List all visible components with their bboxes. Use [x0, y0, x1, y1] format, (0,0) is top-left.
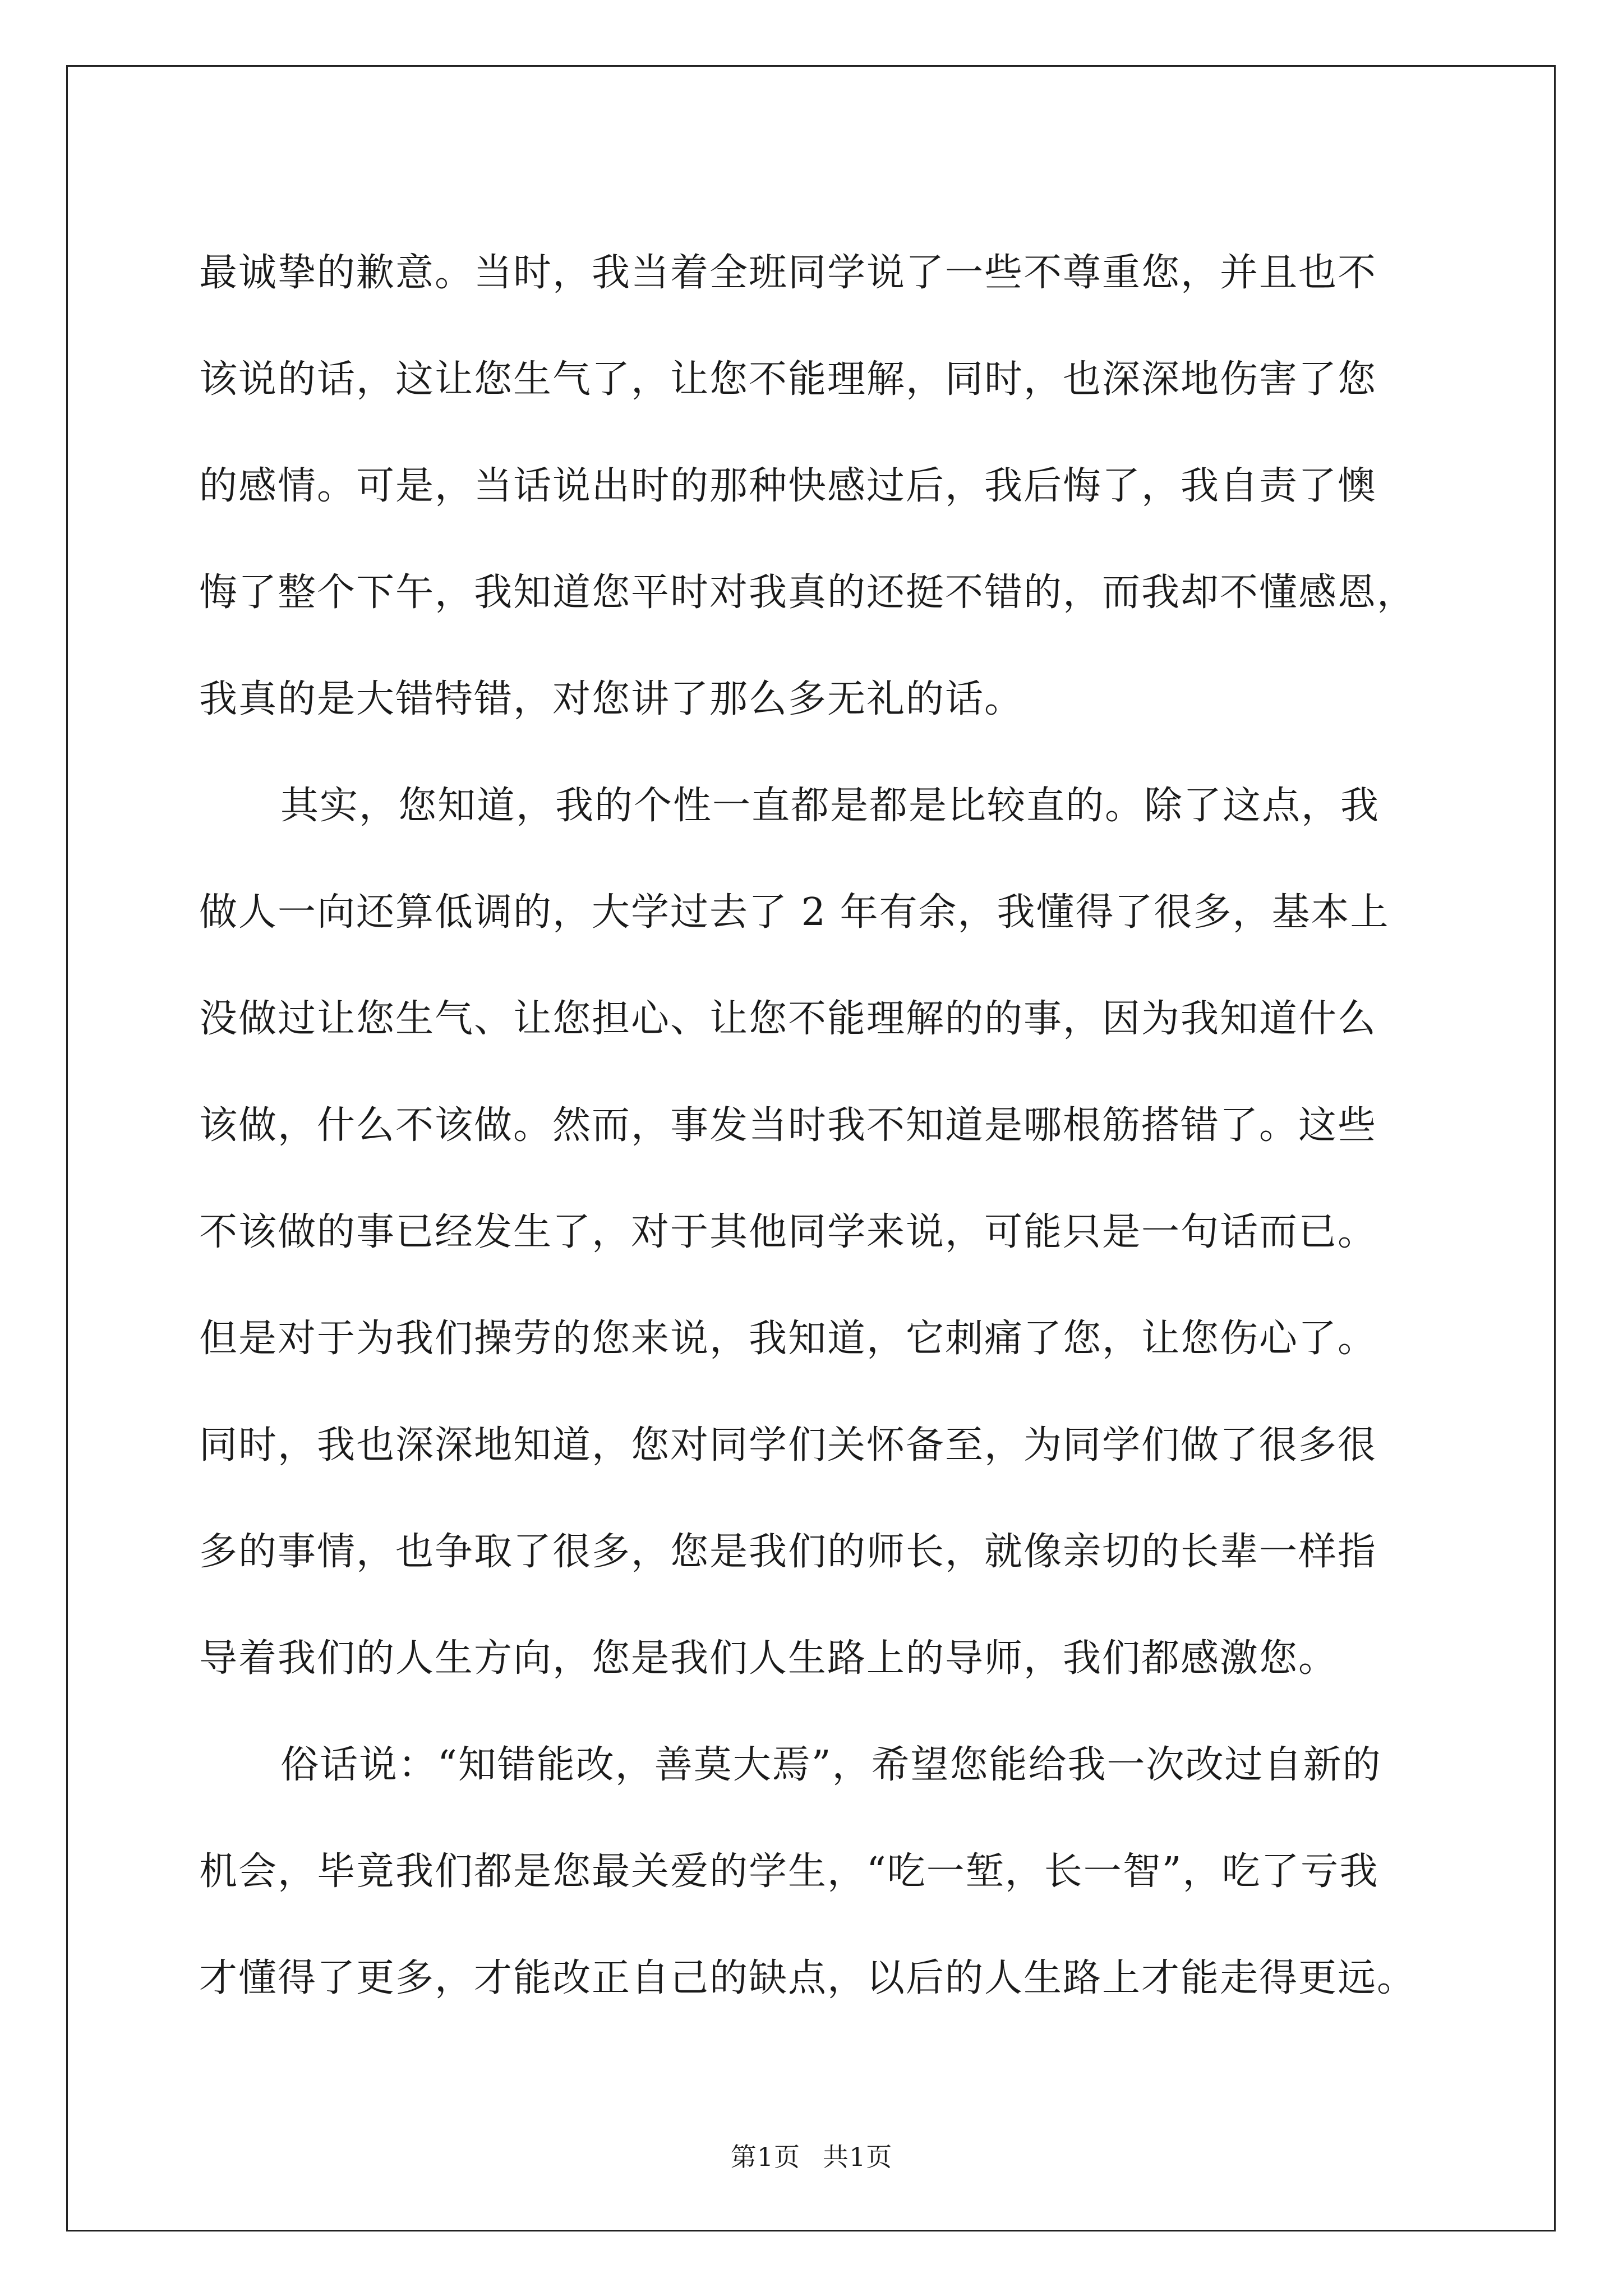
- text-line: 俗话说：“知错能改，善莫大焉”，希望您能给我一次改过自新的: [280, 1743, 1382, 1787]
- text-line: 机会，毕竟我们都是您最关爱的学生，“吃一堑，长一智”，吃了亏我: [199, 1849, 1379, 1894]
- text-line: 该做，什么不该做。然而，事发当时我不知道是哪根筋搭错了。这些: [199, 1103, 1377, 1148]
- total-pages: 共1页: [823, 2142, 893, 2172]
- text-line: 不该做的事已经发生了，对于其他同学来说，可能只是一句话而已。: [199, 1210, 1377, 1254]
- text-line: 其实，您知道，我的个性一直都是都是比较直的。除了这点，我: [280, 784, 1380, 828]
- text-line: 才懂得了更多，才能改正自己的缺点，以后的人生路上才能走得更远。: [199, 1956, 1417, 2000]
- text-line: 的感情。可是，当话说出时的那种快感过后，我后悔了，我自责了懊: [199, 464, 1377, 508]
- text-line: 导着我们的人生方向，您是我们人生路上的导师，我们都感激您。: [199, 1636, 1338, 1681]
- text-line: 悔了整个下午，我知道您平时对我真的还挺不错的，而我却不懂感恩，: [199, 570, 1417, 615]
- text-line: 没做过让您生气、让您担心、让您不能理解的的事，因为我知道什么: [199, 997, 1377, 1041]
- text-line: 我真的是大错特错，对您讲了那么多无礼的话。: [199, 677, 1024, 721]
- text-line: 该说的话，这让您生气了，让您不能理解，同时，也深深地伤害了您: [199, 357, 1377, 402]
- text-line: 但是对于为我们操劳的您来说，我知道，它刺痛了您，让您伤心了。: [199, 1317, 1377, 1361]
- paragraph-request: [199, 1712, 1450, 2032]
- paragraph-apology: [199, 220, 1450, 753]
- text-line: 最诚挚的歉意。当时，我当着全班同学说了一些不尊重您，并且也不: [199, 251, 1377, 295]
- page-number: 第1页: [730, 2142, 800, 2172]
- text-line: 同时，我也深深地知道，您对同学们关怀备至，为同学们做了很多很: [199, 1423, 1377, 1467]
- text-line: 做人一向还算低调的，大学过去了 2 年有余，我懂得了很多，基本上: [199, 890, 1390, 935]
- document-body: [199, 220, 1450, 2032]
- page-footer: [0, 2141, 1623, 2173]
- text-line: 多的事情，也争取了很多，您是我们的师长，就像亲切的长辈一样指: [199, 1530, 1377, 1574]
- paragraph-explanation: [199, 753, 1450, 1712]
